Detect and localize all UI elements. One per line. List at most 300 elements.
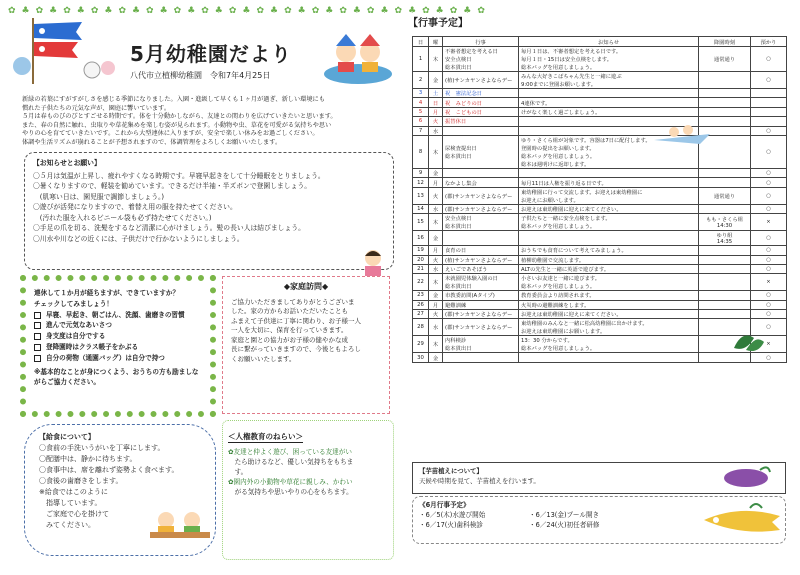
schedule-dismissal-cell bbox=[699, 300, 751, 309]
home-visit-line: くお願いいたします。 bbox=[231, 354, 296, 363]
checkbox-icon bbox=[34, 333, 41, 340]
schedule-day-cell: 4 bbox=[413, 98, 429, 107]
intro-line: 体調や生活リズムが崩れることが予想されますので、体調管理をよろしくお願いいたします。 bbox=[22, 138, 282, 146]
home-visit-line: 長に繋がっていきますので、今後ともよろし bbox=[231, 345, 361, 353]
schedule-care-cell: ○ bbox=[751, 126, 787, 135]
lunch-item: 〇配膳中は、静かに待ちます。 bbox=[39, 455, 137, 463]
schedule-care-cell bbox=[751, 117, 787, 126]
home-visit-heading: ◆家庭訪問◆ bbox=[283, 282, 329, 291]
notice-item: 〇川水や川などの近くには、子供だけで行かないようにしましょう。 bbox=[33, 234, 244, 243]
schedule-day-cell: 16 bbox=[413, 231, 429, 246]
schedule-event-cell bbox=[443, 47, 519, 72]
intro-line: ５月は春ものびのびとすごせる時期です。体を十分動かしながら、友達との関わりを広げていきたいと思います。 bbox=[22, 113, 337, 121]
schedule-row bbox=[413, 47, 787, 72]
schedule-event-cell bbox=[443, 89, 519, 98]
lunch-item: 〇食前の手洗いうがいを丁寧にします。 bbox=[39, 444, 165, 452]
schedule-notice-text: 毎月11日は人権を振り返る日です。 bbox=[521, 180, 607, 187]
schedule-care-cell: × bbox=[751, 336, 787, 353]
schedule-day-cell: 3 bbox=[413, 89, 429, 98]
schedule-row bbox=[413, 274, 787, 291]
schedule-notice-cell bbox=[519, 98, 699, 107]
schedule-care-cell: ○ bbox=[751, 231, 787, 246]
schedule-notice-text: 植柳幼稚園で交流します。 bbox=[521, 257, 585, 264]
clover-border-top: ✿♣✿♣✿♣✿♣✿♣✿♣✿♣✿♣✿♣✿♣✿♣✿♣✿♣✿♣✿♣✿♣✿♣✿ bbox=[8, 6, 491, 16]
schedule-notice-text: 総本バッグを用意しましょう。 bbox=[521, 224, 596, 231]
schedule-dismissal-cell bbox=[699, 274, 751, 291]
schedule-dow-cell: 木 bbox=[429, 47, 443, 72]
checklist-subheading: チェックしてみましょう！ bbox=[34, 299, 113, 308]
schedule-event-cell bbox=[443, 246, 519, 255]
schedule-notice-cell bbox=[519, 168, 699, 177]
schedule-event-text: 尿検査提出日 bbox=[445, 145, 477, 152]
school-date-line: 八代市立植柳幼稚園 令和7年4月25日 bbox=[130, 71, 271, 80]
checklist-item-label: 自分の荷物（通園バッグ）は自分で持つ bbox=[46, 353, 165, 362]
checkbox-icon bbox=[34, 344, 41, 351]
schedule-day-cell: 29 bbox=[413, 336, 429, 353]
schedule-row bbox=[413, 126, 787, 135]
checklist-item bbox=[34, 310, 202, 321]
carp-streamer-small-illustration bbox=[700, 500, 784, 540]
schedule-care-cell: ○ bbox=[751, 47, 787, 72]
schedule-dow-cell: 月 bbox=[429, 178, 443, 187]
schedule-notice-text: お迎えは東幼稚園にお願いします。 bbox=[521, 329, 606, 336]
schedule-event-text: えいごであそぼう bbox=[445, 267, 488, 274]
schedule-event-text: 総本貫出日 bbox=[445, 284, 472, 291]
schedule-day-cell: 6 bbox=[413, 117, 429, 126]
schedule-event-cell bbox=[443, 264, 519, 273]
planting-heading: 【芋苗植えについて】 bbox=[419, 467, 483, 475]
schedule-dow-cell: 土 bbox=[429, 89, 443, 98]
schedule-day-cell: 21 bbox=[413, 264, 429, 273]
schedule-event-cell bbox=[443, 310, 519, 319]
schedule-care-cell: × bbox=[751, 274, 787, 291]
dismissal-time-text: 14:30 bbox=[716, 223, 733, 230]
schedule-notice-cell bbox=[519, 291, 699, 300]
schedule-event-cell bbox=[443, 291, 519, 300]
schedule-dow-cell: 金 bbox=[429, 168, 443, 177]
schedule-notice-cell bbox=[519, 231, 699, 246]
schedule-notice-cell bbox=[519, 300, 699, 309]
schedule-row bbox=[413, 178, 787, 187]
home-visit-line: ご協力いただきましてありがとうございま bbox=[231, 297, 355, 306]
human-rights-line: がる気持ちや思いやりの心をもちます。 bbox=[228, 488, 353, 496]
checkbox-icon bbox=[34, 312, 41, 319]
col-header-dismissal: 降園時刻 bbox=[699, 37, 751, 47]
notice-box bbox=[24, 152, 394, 270]
schedule-care-cell: ○ bbox=[751, 178, 787, 187]
schedule-notice-cell bbox=[519, 246, 699, 255]
checklist-item bbox=[34, 331, 202, 342]
schedule-care-cell: ○ bbox=[751, 72, 787, 89]
human-rights-line: ✿園内外の小動物や草花に親しみ、かわい bbox=[228, 478, 353, 486]
lunch-item: ご家庭で心を掛けて bbox=[39, 510, 109, 518]
schedule-care-cell: ○ bbox=[751, 291, 787, 300]
schedule-day-cell: 28 bbox=[413, 319, 429, 336]
schedule-event-cell bbox=[443, 178, 519, 187]
schedule-event-text: 安全点検日 bbox=[445, 57, 472, 63]
schedule-care-cell: ○ bbox=[751, 204, 787, 213]
schedule-care-cell: ○ bbox=[751, 310, 787, 319]
schedule-dow-cell: 木 bbox=[429, 274, 443, 291]
schedule-care-cell: ○ bbox=[751, 264, 787, 273]
schedule-event-cell bbox=[443, 168, 519, 177]
schedule-event-text: 総本貫出日 bbox=[445, 346, 472, 353]
schedule-day-cell: 13 bbox=[413, 187, 429, 204]
schedule-notice-text: 13：30 分からです。 bbox=[521, 338, 573, 345]
schedule-dow-cell: 金 bbox=[429, 72, 443, 89]
schedule-day-cell: 30 bbox=[413, 353, 429, 362]
schedule-day-cell: 8 bbox=[413, 135, 429, 168]
schedule-row bbox=[413, 264, 787, 273]
schedule-notice-text: 東幼稚園のみんなと一緒に松高幼稚園に出かけます。 bbox=[521, 321, 648, 328]
schedule-day-cell: 1 bbox=[413, 47, 429, 72]
schedule-row bbox=[413, 255, 787, 264]
schedule-notice-cell bbox=[519, 255, 699, 264]
schedule-day-cell: 2 bbox=[413, 72, 429, 89]
intro-line: やりの心を育てていきたいです。これから大型連休に入りますが、安全で楽しい休みをお過ごしください。 bbox=[22, 130, 319, 138]
schedule-notice-text: 子供たちと一緒に安全点検をします。 bbox=[521, 216, 611, 223]
checklist-footer: ※基本的なことが身につくよう、おうちの方も励ましながらご協力ください。 bbox=[34, 367, 199, 387]
schedule-event-text: 総本貫出日 bbox=[445, 153, 472, 160]
schedule-row bbox=[413, 72, 787, 89]
schedule-event-cell bbox=[443, 336, 519, 353]
schedule-care-cell: ○ bbox=[751, 319, 787, 336]
schedule-notice-text: 教育委員会より訪問されます。 bbox=[521, 293, 595, 300]
schedule-dismissal-cell bbox=[699, 264, 751, 273]
schedule-day-cell: 9 bbox=[413, 168, 429, 177]
schedule-event-text: 祝 憲法記念日 bbox=[445, 91, 483, 98]
schedule-day-cell: 19 bbox=[413, 246, 429, 255]
checklist-item bbox=[34, 320, 202, 331]
schedule-notice-text: 東幼稚園に行って交流します。お迎えは東幼稚園に bbox=[521, 189, 643, 196]
schedule-event-cell bbox=[443, 72, 519, 89]
schedule-event-text: 祝 こどもの日 bbox=[445, 109, 483, 116]
kids-eating-illustration bbox=[150, 508, 210, 548]
schedule-dismissal-cell bbox=[699, 204, 751, 213]
schedule-event-text: (郡)サンカヤンさよならデー bbox=[445, 325, 513, 332]
schedule-dow-cell: 水 bbox=[429, 126, 443, 135]
schedule-dismissal-cell bbox=[699, 255, 751, 264]
col-header-event: 行事 bbox=[443, 37, 519, 47]
schedule-header-row bbox=[413, 37, 787, 47]
notice-heading: 【お知らせとお願い】 bbox=[33, 159, 101, 167]
col-header-day: 日 bbox=[413, 37, 429, 47]
notice-item: (肌寒い日は、園児服で調節しましょう。) bbox=[33, 192, 165, 201]
intro-line: 慣れた子供たちの元気な声が、園庭に響いています。 bbox=[22, 104, 171, 112]
schedule-day-cell: 27 bbox=[413, 310, 429, 319]
schedule-event-text: 食育の日 bbox=[445, 248, 467, 255]
schedule-day-cell: 12 bbox=[413, 178, 429, 187]
schedule-dismissal-cell bbox=[699, 98, 751, 107]
schedule-day-cell: 20 bbox=[413, 255, 429, 264]
june-event-item: ・6／13(金)プール開き bbox=[529, 511, 600, 519]
schedule-row bbox=[413, 291, 787, 300]
schedule-dow-cell: 火 bbox=[429, 310, 443, 319]
schedule-event-text: 避難訓練 bbox=[445, 302, 467, 309]
schedule-notice-text: 総本バッグを用意しましょう。 bbox=[521, 65, 596, 71]
notice-item: 〇手足の爪を切る、洗髪をするなど清潔に心がけましょう。髪の長い人は結びましょう。 bbox=[33, 224, 305, 232]
schedule-event-cell bbox=[443, 214, 519, 231]
schedule-row bbox=[413, 89, 787, 98]
checklist-item-label: 早寝、早起き、朝ごはん、洗顔、歯磨きの習慣 bbox=[46, 310, 185, 319]
schedule-notice-cell bbox=[519, 204, 699, 213]
carp-streamer-illustration bbox=[12, 14, 122, 84]
june-event-item: ・6／17(火)歯科検診 bbox=[419, 521, 483, 529]
schedule-notice-text: 9:00までに登園お願いします。 bbox=[521, 82, 597, 88]
schedule-notice-text: 登園時の提出をお願いします。 bbox=[521, 145, 595, 152]
col-header-dow: 曜 bbox=[429, 37, 443, 47]
schedule-notice-text: お迎えは東幼稚園に迎えに来てください。 bbox=[521, 312, 622, 319]
home-visit-box bbox=[222, 276, 390, 414]
schedule-dow-cell: 月 bbox=[429, 246, 443, 255]
schedule-dow-cell: 日 bbox=[429, 98, 443, 107]
intro-text bbox=[22, 96, 394, 148]
schedule-care-cell: ○ bbox=[751, 353, 787, 362]
notice-item: (汚れた服を入れるビニール袋も必ず持たせてください。) bbox=[33, 213, 212, 222]
schedule-care-cell: ○ bbox=[751, 255, 787, 264]
checklist-item bbox=[34, 353, 202, 364]
schedule-dow-cell: 火 bbox=[429, 117, 443, 126]
schedule-event-cell bbox=[443, 353, 519, 362]
schedule-care-cell: ○ bbox=[751, 246, 787, 255]
schedule-care-cell bbox=[751, 89, 787, 98]
schedule-care-cell bbox=[751, 107, 787, 116]
schedule-dow-cell: 水 bbox=[429, 264, 443, 273]
lunch-item: 〇食事中は、席を離れず姿勢よく食べます。 bbox=[39, 466, 179, 474]
schedule-notice-text: みんな大好きこばちゃん先生と一緒に遊ぶ bbox=[521, 74, 622, 80]
schedule-dow-cell: 金 bbox=[429, 353, 443, 362]
schedule-day-cell: 22 bbox=[413, 274, 429, 291]
schedule-day-cell: 26 bbox=[413, 300, 429, 309]
schedule-dismissal-cell bbox=[699, 89, 751, 98]
schedule-notice-text: けがなく楽しく過ごしましょう。 bbox=[521, 109, 601, 116]
schedule-notice-text: 総本バッグを用意しましょう。 bbox=[521, 346, 596, 353]
schedule-event-cell bbox=[443, 274, 519, 291]
schedule-dismissal-cell bbox=[699, 168, 751, 177]
schedule-notice-cell bbox=[519, 274, 699, 291]
girl-illustration bbox=[355, 248, 391, 278]
schedule-day-cell: 5 bbox=[413, 107, 429, 116]
checkbox-icon bbox=[34, 355, 41, 362]
clover-frame bbox=[222, 420, 394, 560]
dismissal-time-text: ゆり組 bbox=[716, 233, 733, 240]
schedule-event-text: 祝 みどりの日 bbox=[445, 100, 483, 107]
schedule-dow-cell: 火 bbox=[429, 255, 443, 264]
june-event-item: ・6／24(火)初任者研修 bbox=[529, 521, 600, 529]
schedule-notice-text: ALTの先生と一緒に英語で遊びます。 bbox=[521, 267, 610, 274]
schedule-dismissal-cell bbox=[699, 107, 751, 116]
schedule-event-cell bbox=[443, 98, 519, 107]
dismissal-time-text: もも・さくら組 bbox=[705, 217, 744, 224]
children-on-carp-illustration bbox=[318, 24, 398, 88]
schedule-dow-cell: 月 bbox=[429, 107, 443, 116]
schedule-row bbox=[413, 353, 787, 362]
sweet-potato-icon bbox=[720, 462, 772, 490]
home-visit-line: した。家の方からお話いただいたことも bbox=[231, 307, 348, 315]
kids-airplane-illustration bbox=[650, 120, 714, 156]
schedule-notice-text: 総本バッグを用意しましょう。 bbox=[521, 153, 596, 160]
col-header-notice: お知らせ bbox=[519, 37, 699, 47]
schedule-notice-text: 総本バッグを用意しましょう。 bbox=[521, 284, 596, 291]
schedule-row bbox=[413, 98, 787, 107]
schedule-event-text: 安全点検日 bbox=[445, 216, 472, 223]
checkbox-icon bbox=[34, 322, 41, 329]
schedule-event-text: (植)サンカヤンさよならデー bbox=[445, 257, 513, 264]
june-heading: 《6月行事予定》 bbox=[419, 501, 470, 509]
schedule-row bbox=[413, 135, 787, 168]
schedule-event-cell bbox=[443, 204, 519, 213]
schedule-row bbox=[413, 187, 787, 204]
schedule-notice-text: 4連休です。 bbox=[521, 100, 551, 107]
intro-line: また、春の自然に触れ、虫取りや草花集めを楽しむ姿が見られます。小動物や虫、草花を可愛がる気持ちや思い bbox=[22, 121, 332, 129]
schedule-notice-cell bbox=[519, 336, 699, 353]
page-title: 5月幼稚園だより bbox=[130, 42, 292, 66]
schedule-care-cell: × bbox=[751, 214, 787, 231]
checklist-item-label: 登降園時はクラス帳子をかぶる bbox=[46, 342, 139, 351]
schedule-notice-cell bbox=[519, 72, 699, 89]
schedule-dismissal-cell bbox=[699, 178, 751, 187]
schedule-row bbox=[413, 214, 787, 231]
home-visit-line: 一人を大切に、保育を行っていきます。 bbox=[231, 326, 348, 334]
schedule-dow-cell: 水 bbox=[429, 319, 443, 336]
schedule-dismissal-cell bbox=[699, 246, 751, 255]
schedule-notice-cell bbox=[519, 264, 699, 273]
schedule-dow-cell: 水 bbox=[429, 204, 443, 213]
schedule-notice-cell bbox=[519, 187, 699, 204]
schedule-care-cell: ○ bbox=[751, 168, 787, 177]
schedule-event-cell bbox=[443, 135, 519, 168]
schedule-dow-cell: 木 bbox=[429, 214, 443, 231]
schedule-event-text: 未就園児体験入園の日 bbox=[445, 276, 498, 283]
june-event-item: ・6／5(木)水遊び開始 bbox=[419, 511, 486, 519]
schedule-notice-text: 火災時の避難訓練をします。 bbox=[521, 302, 590, 309]
schedule-notice-text: 毎月１日・15日は安全点検をします。 bbox=[521, 57, 613, 63]
human-rights-line: たら助けるなど、優しい気持ちをもちま bbox=[228, 458, 354, 466]
human-rights-heading: ＜人権教育のねらい＞ bbox=[228, 432, 303, 441]
schedule-row bbox=[413, 168, 787, 177]
schedule-event-text: (植)サンカヤンさよならデー bbox=[445, 78, 513, 84]
schedule-dismissal-cell bbox=[699, 187, 751, 204]
schedule-event-cell bbox=[443, 126, 519, 135]
schedule-notice-text: 総本は週明けに返却します。 bbox=[521, 161, 590, 168]
schedule-row bbox=[413, 231, 787, 246]
schedule-event-text: 内科検診 bbox=[445, 338, 467, 345]
human-rights-line: す。 bbox=[228, 468, 248, 476]
schedule-event-text: (郡)サンカヤンさよならデー bbox=[445, 193, 513, 200]
schedule-event-text: (郡)サンカヤンさよならデー bbox=[445, 312, 513, 319]
schedule-day-cell: 23 bbox=[413, 291, 429, 300]
schedule-row bbox=[413, 300, 787, 309]
schedule-day-cell: 7 bbox=[413, 126, 429, 135]
schedule-event-cell bbox=[443, 187, 519, 204]
lunch-item: 指導しています。 bbox=[39, 499, 102, 507]
schedule-row bbox=[413, 204, 787, 213]
schedule-dow-cell: 金 bbox=[429, 291, 443, 300]
checklist-item-label: 身支度は自分でする bbox=[46, 332, 106, 341]
schedule-dow-cell: 木 bbox=[429, 336, 443, 353]
schedule-event-cell bbox=[443, 300, 519, 309]
lunch-heading: 【給食について】 bbox=[39, 433, 95, 441]
schedule-title: 【行事予定】 bbox=[408, 18, 468, 29]
schedule-event-text: (郡)サンカヤンさよならデー bbox=[445, 206, 513, 213]
schedule-notice-text: おうちでも食育について考えてみましょう。 bbox=[521, 248, 627, 255]
schedule-event-cell bbox=[443, 117, 519, 126]
dismissal-time-text: 通常通り bbox=[713, 193, 736, 200]
notice-item: 〇遊びが活発になりますので、着替え用の服を持たせてください。 bbox=[33, 203, 237, 211]
schedule-notice-cell bbox=[519, 107, 699, 116]
schedule-notice-text: ゆり・さくら組が対象です。容器は7日に配付します。 bbox=[521, 137, 651, 144]
notice-item: 〇暑くなりますので、軽装を勧めています。できるだけ半袖・半ズボンで登園しましょう。 bbox=[33, 182, 311, 190]
schedule-row bbox=[413, 117, 787, 126]
schedule-dismissal-cell bbox=[699, 72, 751, 89]
home-visit-line: 家庭と園との協力がお子様の健やかな成 bbox=[231, 335, 348, 344]
schedule-event-text: 総本貫出日 bbox=[445, 224, 472, 231]
schedule-day-cell: 15 bbox=[413, 214, 429, 231]
schedule-event-text: 不審者想定を考える日 bbox=[445, 49, 498, 55]
schedule-event-text: 市教委訪問(Aタイプ) bbox=[445, 293, 495, 300]
checklist-item-label: 進んで元気なあいさつ bbox=[46, 321, 112, 330]
schedule-notice-cell bbox=[519, 214, 699, 231]
lunch-item: 〇食後の歯磨きをします。 bbox=[39, 477, 123, 485]
schedule-event-text: 振替休日 bbox=[445, 119, 467, 126]
schedule-dismissal-cell bbox=[699, 353, 751, 362]
dismissal-time-text: 14:35 bbox=[716, 239, 733, 246]
schedule-dismissal-cell bbox=[699, 214, 751, 231]
schedule-event-cell bbox=[443, 231, 519, 246]
schedule-event-cell bbox=[443, 255, 519, 264]
schedule-event-text: 総本貫出日 bbox=[445, 65, 472, 71]
schedule-row bbox=[413, 246, 787, 255]
schedule-notice-cell bbox=[519, 47, 699, 72]
schedule-dismissal-cell bbox=[699, 310, 751, 319]
schedule-dismissal-cell bbox=[699, 47, 751, 72]
schedule-event-cell bbox=[443, 319, 519, 336]
schedule-care-cell: ○ bbox=[751, 187, 787, 204]
schedule-dow-cell: 火 bbox=[429, 187, 443, 204]
schedule-notice-cell bbox=[519, 319, 699, 336]
col-header-care: 預かり bbox=[751, 37, 787, 47]
schedule-dow-cell: 月 bbox=[429, 300, 443, 309]
schedule-dow-cell: 金 bbox=[429, 231, 443, 246]
planting-body: 天候や時期を見て、芋苗植えを行います。 bbox=[419, 477, 540, 485]
june-events-list bbox=[419, 510, 639, 530]
lunch-item: ※給食ではこのように bbox=[39, 488, 108, 496]
schedule-notice-cell bbox=[519, 353, 699, 362]
schedule-notice-text: 小さいお友達と一緒に遊びます。 bbox=[521, 276, 601, 283]
schedule-care-cell bbox=[751, 98, 787, 107]
intro-line: 新緑の若葉にすがすがしさを感じる季節になりました。入園・進級して早くも１ヶ月が過ぎ、新しい環境にも bbox=[22, 96, 325, 103]
schedule-notice-text: お迎えにお願いします。 bbox=[521, 197, 579, 204]
schedule-notice-cell bbox=[519, 89, 699, 98]
schedule-table bbox=[412, 36, 787, 363]
schedule-care-cell: ○ bbox=[751, 300, 787, 309]
checklist-item bbox=[34, 342, 202, 353]
schedule-row bbox=[413, 107, 787, 116]
lunch-item: みてください。 bbox=[39, 521, 95, 529]
schedule-notice-text: 毎月１日は、不審者想定を考える日です。 bbox=[521, 49, 622, 55]
checklist-box bbox=[20, 275, 216, 417]
schedule-dismissal-cell bbox=[699, 231, 751, 246]
human-rights-line: ✿友達と仲よく遊び、困っている友達がい bbox=[228, 448, 352, 456]
notice-item: 〇５月は気温が上昇し、疲れやすくなる時期です。早寝早起きをして十分睡眠をとりましょう。 bbox=[33, 171, 325, 180]
schedule-notice-cell bbox=[519, 310, 699, 319]
schedule-event-text: なかよし集会 bbox=[445, 180, 477, 187]
schedule-day-cell: 14 bbox=[413, 204, 429, 213]
home-visit-line: ふまえて子供達に丁寧に関わり、お子様一人 bbox=[231, 316, 361, 325]
schedule-dismissal-cell bbox=[699, 291, 751, 300]
dismissal-time-text: 通常通り bbox=[713, 57, 736, 63]
leaves-illustration bbox=[730, 328, 766, 354]
